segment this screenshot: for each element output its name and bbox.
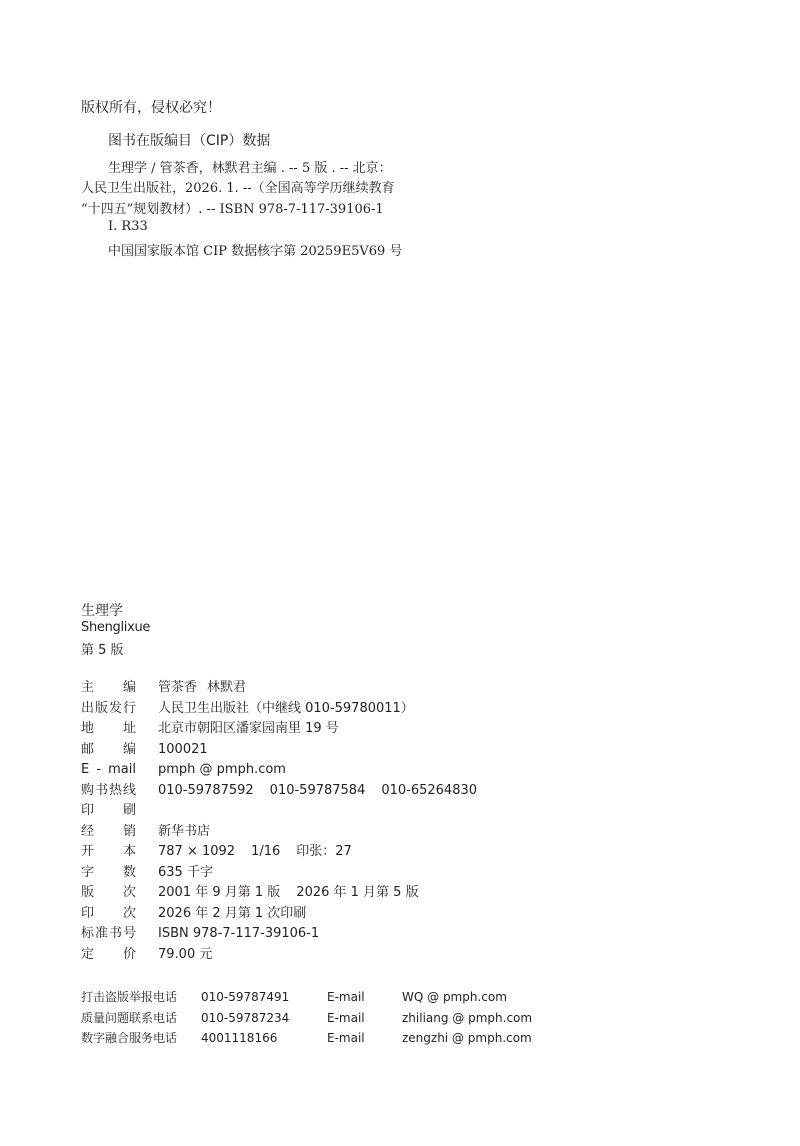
imprint-label-char: 字 xyxy=(81,864,95,880)
rights-notice: 版权所有，侵权必究！ xyxy=(81,100,221,116)
imprint-label-char: 开 xyxy=(81,844,95,859)
book-title: 生理学 xyxy=(81,603,123,619)
contact-phone: 4001118166 xyxy=(201,1031,278,1045)
imprint-label xyxy=(81,883,136,904)
imprint-label-char: 编 xyxy=(122,741,136,757)
contact-email: WQ @ pmph.com xyxy=(402,990,507,1004)
imprint-label-char: 销 xyxy=(122,823,136,839)
imprint-label-char: - xyxy=(96,762,102,777)
imprint-label xyxy=(81,924,136,945)
imprint-value xyxy=(158,699,414,720)
imprint-value-part: ISBN 978-7-117-39106-1 xyxy=(158,926,320,941)
imprint-value-part: 010-59787592 xyxy=(158,782,254,798)
cip-line: 生理学 / 管茶香，林默君主编 . -- 5 版 . -- 北京： xyxy=(108,161,392,176)
cip-line: 中国国家版本馆 CIP 数据核字第 20259E5V69 号 xyxy=(108,244,403,259)
imprint-label xyxy=(81,904,136,925)
imprint-label-char: 标 xyxy=(81,926,95,941)
imprint-value-part: 北京市朝阳区潘家园南里 19 号 xyxy=(158,721,339,736)
imprint-label-char: 次 xyxy=(122,885,136,900)
imprint-label xyxy=(81,699,136,720)
imprint-value xyxy=(158,760,286,781)
imprint-label-char: 热 xyxy=(108,782,122,798)
imprint-value xyxy=(158,719,339,740)
imprint-label-char: 书 xyxy=(108,926,122,941)
imprint-label-char: 定 xyxy=(81,946,95,962)
imprint-label-char: 编 xyxy=(122,680,136,695)
imprint-value xyxy=(158,678,246,699)
imprint-value xyxy=(158,924,319,945)
imprint-label-char: 刷 xyxy=(122,803,136,818)
imprint-label-char: 购 xyxy=(81,782,95,798)
imprint-value xyxy=(158,945,212,966)
imprint-label-char: 址 xyxy=(122,721,136,736)
book-edition: 第 5 版 xyxy=(81,643,124,658)
contact-phone: 010-59787234 xyxy=(201,1010,290,1025)
imprint-label-char: 书 xyxy=(94,782,108,798)
contact-email-label: E-mail xyxy=(327,1031,365,1045)
imprint-label-char: 印 xyxy=(81,905,95,921)
imprint-label xyxy=(81,678,136,699)
imprint-value-part: 100021 xyxy=(158,741,208,757)
imprint-label-char: 行 xyxy=(122,700,136,716)
cip-line: 人民卫生出版社，2026. 1. --（全国高等学历继续教育 xyxy=(81,181,395,196)
imprint-value xyxy=(158,883,419,904)
imprint-label xyxy=(81,760,136,781)
contact-email-label: E-mail xyxy=(327,1010,365,1025)
cip-heading: 图书在版编目（CIP）数据 xyxy=(108,133,271,149)
imprint-value xyxy=(158,863,213,884)
imprint-label-char: 线 xyxy=(122,782,136,798)
book-title-pinyin: Shenglixue xyxy=(81,620,151,635)
imprint-label xyxy=(81,863,136,884)
imprint-label-char: 发 xyxy=(108,700,122,716)
imprint-label xyxy=(81,719,136,740)
imprint-label-char: 号 xyxy=(122,926,136,941)
imprint-label xyxy=(81,781,136,802)
imprint-label-char: 邮 xyxy=(81,741,95,757)
imprint-label-char: 地 xyxy=(81,721,95,736)
imprint-label xyxy=(81,945,136,966)
imprint-value-part: 010-65264830 xyxy=(381,782,478,798)
imprint-label-char: 次 xyxy=(122,905,136,921)
imprint-value xyxy=(158,822,210,843)
imprint-value-part: 2026 年 2 月第 1 次印刷 xyxy=(158,905,307,921)
imprint-label-char: 经 xyxy=(81,823,95,839)
imprint-label-char: mail xyxy=(108,762,136,777)
imprint-value-part: 010-59787584 xyxy=(269,782,366,798)
imprint-label-char: 版 xyxy=(81,885,95,900)
cip-line: “十四五”规划教材）. -- ISBN 978-7-117-39106-1 xyxy=(81,202,384,217)
contact-email: zhiliang @ pmph.com xyxy=(402,1010,533,1025)
imprint-value-part: 人民卫生出版社（中继线 010-59780011） xyxy=(158,700,414,716)
imprint-label-char: 数 xyxy=(122,864,136,880)
imprint-label-char: 出 xyxy=(81,700,95,716)
imprint-value-part: 管茶香 xyxy=(158,680,198,695)
imprint-label-char: 主 xyxy=(81,680,95,695)
imprint-label xyxy=(81,842,136,863)
imprint-value-part: 新华书店 xyxy=(158,823,211,839)
contact-label: 打击盗版举报电话 xyxy=(81,990,178,1004)
imprint-label xyxy=(81,801,136,822)
imprint-value xyxy=(158,842,352,863)
contact-label: 质量问题联系电话 xyxy=(81,1010,178,1025)
imprint-value-part: 635 千字 xyxy=(158,864,213,880)
imprint-value-part: 2001 年 9 月第 1 版 xyxy=(158,885,281,900)
imprint-label-char: 价 xyxy=(122,946,136,962)
imprint-value-part: pmph @ pmph.com xyxy=(158,762,286,777)
imprint-label-char: 本 xyxy=(122,844,136,859)
contact-email: zengzhi @ pmph.com xyxy=(402,1031,532,1045)
imprint-value xyxy=(158,904,306,925)
contact-label: 数字融合服务电话 xyxy=(81,1031,178,1045)
imprint-value xyxy=(158,740,208,761)
imprint-label xyxy=(81,740,136,761)
contact-phone: 010-59787491 xyxy=(201,990,290,1004)
cip-line: Ⅰ. R33 xyxy=(108,219,148,234)
imprint-label xyxy=(81,822,136,843)
imprint-label-char: 准 xyxy=(94,926,108,941)
imprint-label-char: 版 xyxy=(94,700,108,716)
imprint-value xyxy=(158,781,477,802)
imprint-value-part: 79.00 元 xyxy=(158,946,213,962)
imprint-value-part: 林默君 xyxy=(207,680,247,695)
imprint-label-char: E xyxy=(81,762,90,777)
imprint-label-char: 印 xyxy=(81,803,95,818)
imprint-value-part: 1/16 xyxy=(251,844,281,859)
imprint-value-part: 787 × 1092 xyxy=(158,844,236,859)
contact-email-label: E-mail xyxy=(327,990,365,1004)
imprint-value-part: 印张：27 xyxy=(296,844,352,859)
imprint-value-part: 2026 年 1 月第 5 版 xyxy=(296,885,419,900)
